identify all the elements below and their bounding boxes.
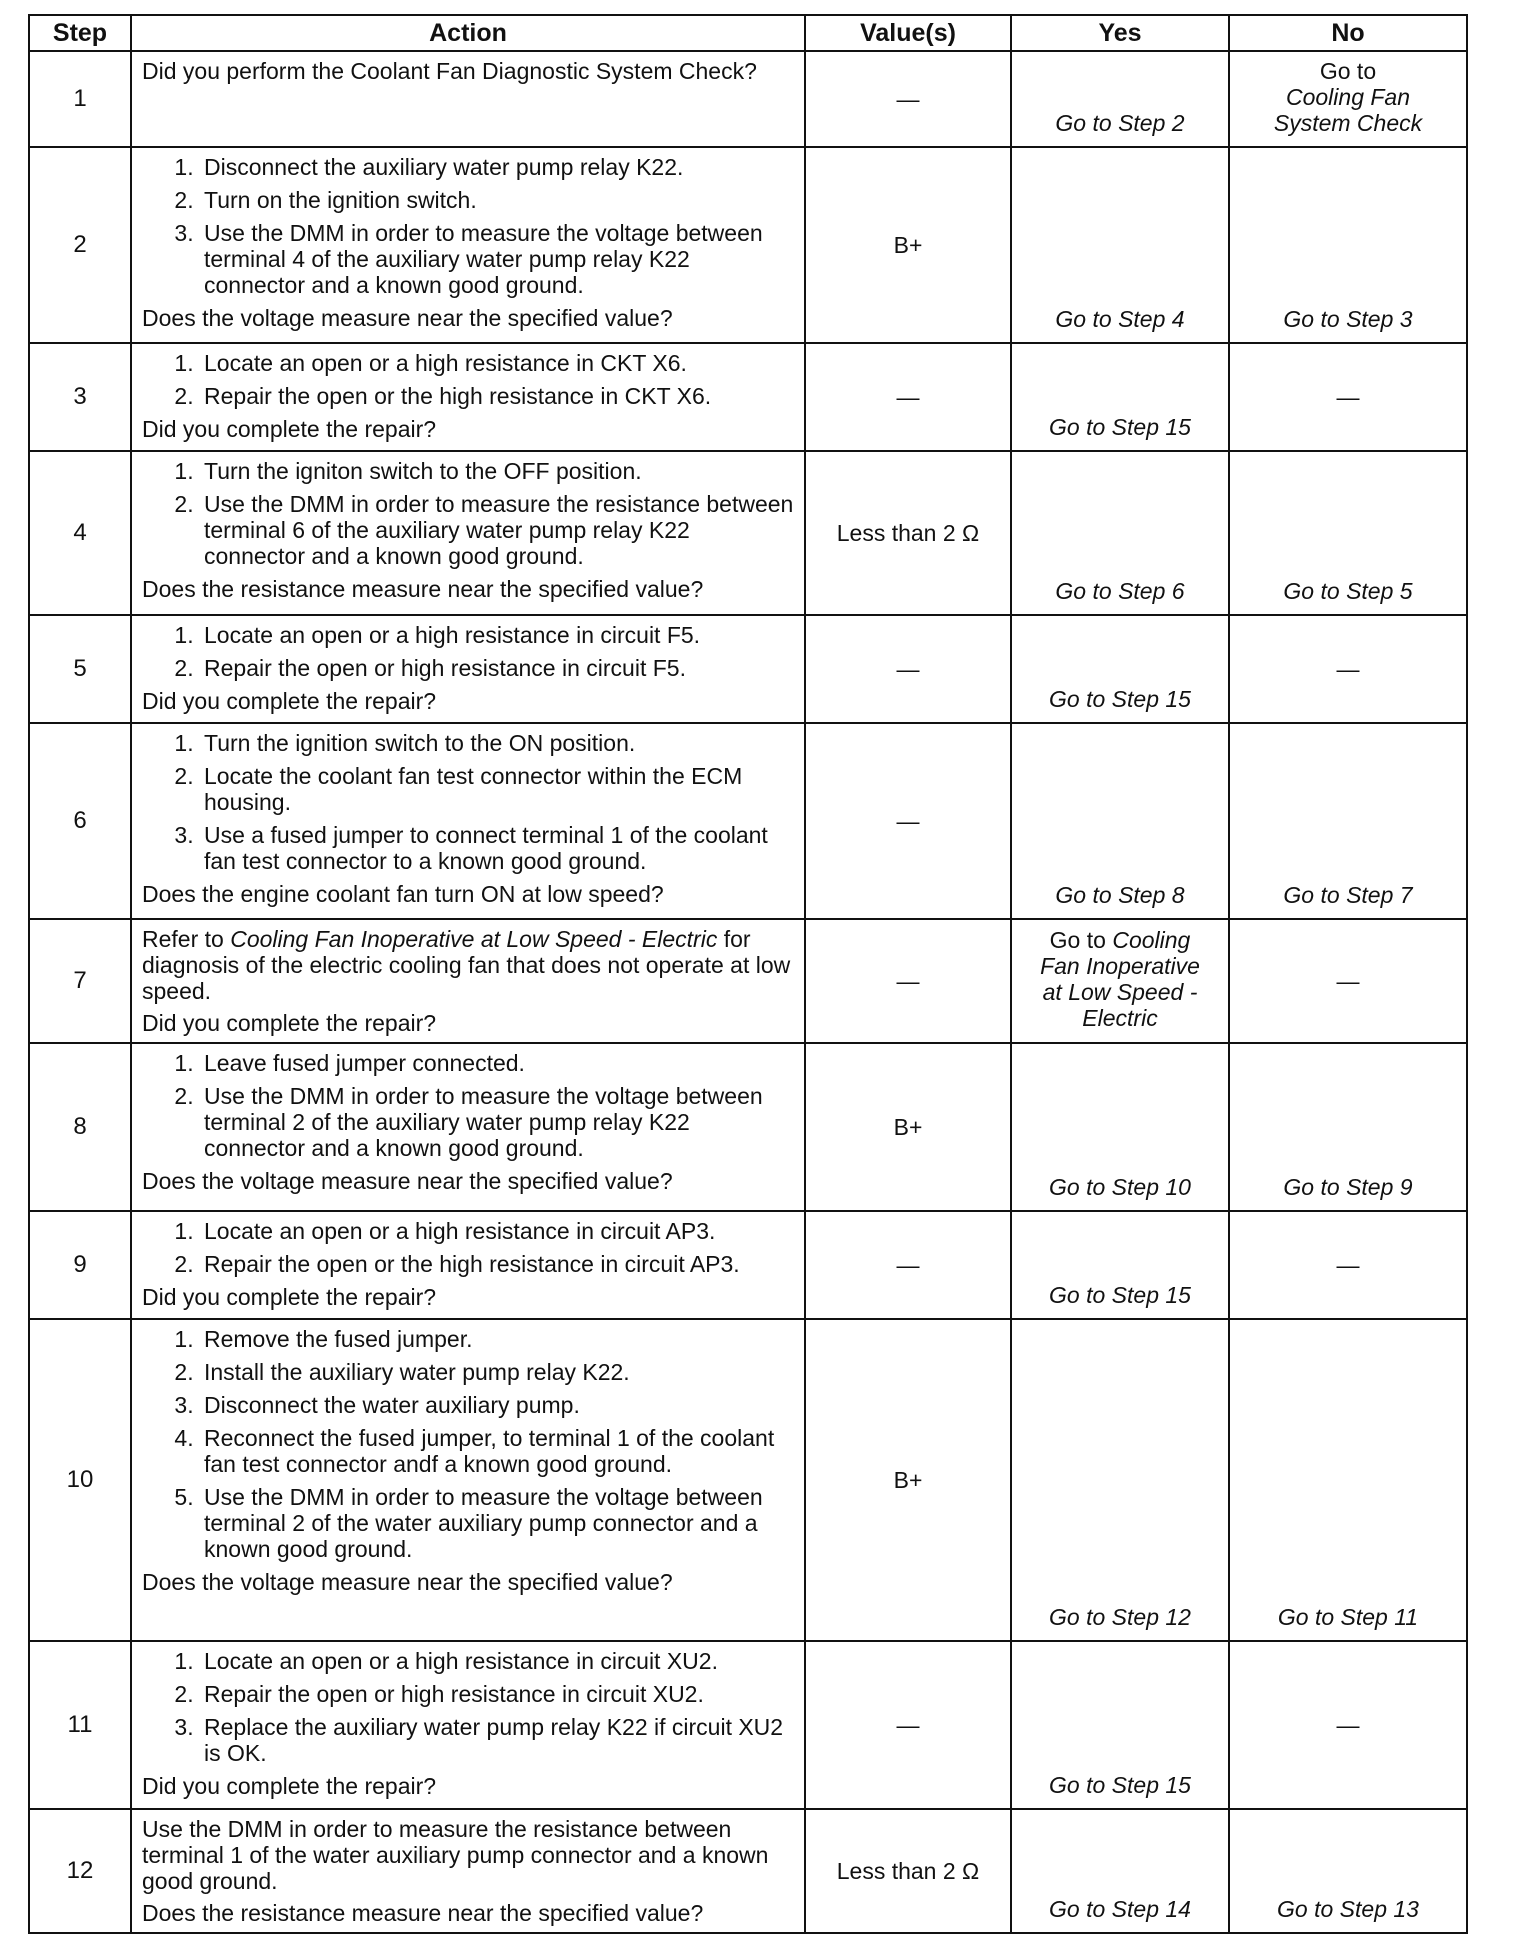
action-steps-list [142, 350, 794, 409]
table-row [29, 1043, 1467, 1211]
action-step-item: 4. Reconnect the fused jumper, to terminal 1 of the coolant fan test connector andf a known good ground. [200, 1425, 794, 1477]
table-row [29, 1319, 1467, 1641]
action-step-item: 2. Turn on the ignition switch. [200, 187, 794, 213]
no-cell: — [1229, 343, 1467, 451]
action-cell [131, 919, 805, 1043]
action-steps-list [142, 458, 794, 569]
table-row [29, 919, 1467, 1043]
yes-cell [1011, 919, 1229, 1043]
no-cell: — [1229, 1641, 1467, 1809]
outcome-line: Go to [1319, 58, 1377, 84]
diagnostic-table-document [28, 14, 1466, 1934]
action-question: Did you complete the repair? [142, 688, 437, 714]
action-step-item: 5. Use the DMM in order to measure the voltage between terminal 2 of the water auxiliary pump connector and a known good ground. [200, 1484, 794, 1562]
step-number: 5 [29, 615, 131, 723]
action-step-item: 1. Locate an open or a high resistance in circuit AP3. [200, 1218, 794, 1244]
diagnostic-table [28, 14, 1468, 1934]
action-cell [131, 451, 805, 615]
no-cell [1229, 51, 1467, 147]
action-cell [131, 1641, 805, 1809]
header-yes: Yes [1011, 15, 1229, 51]
header-step: Step [29, 15, 131, 51]
action-question: Did you complete the repair? [142, 1773, 437, 1799]
table-row [29, 615, 1467, 723]
table-row [29, 723, 1467, 919]
action-question: Does the resistance measure near the specified value? [142, 576, 704, 602]
no-cell: Go to Step 3 [1229, 147, 1467, 343]
step-number: 9 [29, 1211, 131, 1319]
action-cell [131, 1211, 805, 1319]
action-steps-list [142, 1648, 794, 1766]
outcome-line: Fan Inoperative [1040, 953, 1200, 979]
outcome-line: Electric [1082, 1005, 1158, 1031]
action-steps-list [142, 730, 794, 874]
table-row [29, 451, 1467, 615]
action-step-item: 1. Locate an open or a high resistance in circuit F5. [200, 622, 794, 648]
yes-cell: Go to Step 15 [1011, 1211, 1229, 1319]
no-cell: Go to Step 11 [1229, 1319, 1467, 1641]
action-cell [131, 1319, 805, 1641]
step-number: 12 [29, 1809, 131, 1933]
outcome-line: at Low Speed - [1042, 979, 1198, 1005]
no-cell: Go to Step 13 [1229, 1809, 1467, 1933]
action-steps-list [142, 1326, 794, 1562]
action-cell [131, 723, 805, 919]
header-values: Value(s) [805, 15, 1011, 51]
table-row [29, 1641, 1467, 1809]
yes-cell: Go to Step 15 [1011, 343, 1229, 451]
outcome-goto: Go to [1049, 927, 1113, 953]
table-header-row [29, 15, 1467, 51]
action-question: Does the engine coolant fan turn ON at low speed? [142, 881, 664, 907]
action-step-item: 2. Repair the open or high resistance in circuit XU2. [200, 1681, 794, 1707]
action-cell [131, 1809, 805, 1933]
intro-reference: Cooling Fan Inoperative at Low Speed - Electric [230, 926, 718, 952]
action-step-item: 1. Turn the ignition switch to the ON position. [200, 730, 794, 756]
table-body [29, 51, 1467, 1933]
action-steps-list [142, 622, 794, 681]
action-step-item: 1. Locate an open or a high resistance in CKT X6. [200, 350, 794, 376]
value-cell: B+ [805, 1043, 1011, 1211]
value-cell: — [805, 51, 1011, 147]
action-step-item: 1. Disconnect the auxiliary water pump relay K22. [200, 154, 794, 180]
step-number: 2 [29, 147, 131, 343]
action-question: Does the voltage measure near the specified value? [142, 1569, 673, 1595]
action-intro [142, 926, 794, 1004]
no-cell: Go to Step 5 [1229, 451, 1467, 615]
step-number: 8 [29, 1043, 131, 1211]
no-cell: — [1229, 1211, 1467, 1319]
step-number: 11 [29, 1641, 131, 1809]
value-cell: B+ [805, 1319, 1011, 1641]
step-number: 7 [29, 919, 131, 1043]
action-steps-list [142, 1218, 794, 1277]
value-cell: — [805, 615, 1011, 723]
action-step-item: 2. Install the auxiliary water pump relay K22. [200, 1359, 794, 1385]
value-cell: — [805, 723, 1011, 919]
step-number: 10 [29, 1319, 131, 1641]
step-number: 3 [29, 343, 131, 451]
value-cell: Less than 2 Ω [805, 1809, 1011, 1933]
action-cell [131, 1043, 805, 1211]
yes-cell: Go to Step 6 [1011, 451, 1229, 615]
action-step-item: 3. Disconnect the water auxiliary pump. [200, 1392, 794, 1418]
no-cell: Go to Step 7 [1229, 723, 1467, 919]
yes-cell: Go to Step 14 [1011, 1809, 1229, 1933]
step-number: 4 [29, 451, 131, 615]
action-step-item: 3. Use a fused jumper to connect terminal 1 of the coolant fan test connector to a known good ground. [200, 822, 794, 874]
action-question: Did you complete the repair? [142, 1010, 437, 1036]
value-cell: B+ [805, 147, 1011, 343]
action-step-item: 2. Repair the open or high resistance in circuit F5. [200, 655, 794, 681]
action-step-item: 2. Use the DMM in order to measure the voltage between terminal 2 of the auxiliary water pump relay K22 connector and a known good ground. [200, 1083, 794, 1161]
action-cell [131, 615, 805, 723]
action-step-item: 3. Use the DMM in order to measure the voltage between terminal 4 of the auxiliary water pump relay K22 connector and a known good ground. [200, 220, 794, 298]
step-number: 6 [29, 723, 131, 919]
action-question: Did you complete the repair? [142, 416, 437, 442]
yes-cell: Go to Step 4 [1011, 147, 1229, 343]
action-step-item: 1. Remove the fused jumper. [200, 1326, 794, 1352]
action-step-item: 2. Repair the open or the high resistance in CKT X6. [200, 383, 794, 409]
outcome-line: Cooling Fan [1285, 84, 1411, 110]
action-steps-list [142, 1050, 794, 1161]
no-cell: — [1229, 919, 1467, 1043]
action-cell [131, 51, 805, 147]
yes-cell: Go to Step 10 [1011, 1043, 1229, 1211]
table-row [29, 1809, 1467, 1933]
table-row [29, 51, 1467, 147]
action-step-item: 2. Repair the open or the high resistance in circuit AP3. [200, 1251, 794, 1277]
action-step-item: 1. Leave fused jumper connected. [200, 1050, 794, 1076]
no-cell: Go to Step 9 [1229, 1043, 1467, 1211]
value-cell: — [805, 919, 1011, 1043]
value-cell: — [805, 1641, 1011, 1809]
action-question: Does the resistance measure near the specified value? [142, 1900, 704, 1926]
action-intro: Use the DMM in order to measure the resistance between terminal 1 of the water auxiliary pump connector and a known good ground. [142, 1816, 769, 1894]
header-action: Action [131, 15, 805, 51]
yes-cell: Go to Step 15 [1011, 1641, 1229, 1809]
action-intro: Did you perform the Coolant Fan Diagnostic System Check? [142, 58, 757, 84]
value-cell: — [805, 343, 1011, 451]
header-no: No [1229, 15, 1467, 51]
action-steps-list [142, 154, 794, 298]
yes-cell: Go to Step 2 [1011, 51, 1229, 147]
value-cell: Less than 2 Ω [805, 451, 1011, 615]
outcome-line: System Check [1273, 110, 1423, 136]
no-cell: — [1229, 615, 1467, 723]
yes-cell: Go to Step 12 [1011, 1319, 1229, 1641]
action-step-item: 3. Replace the auxiliary water pump relay K22 if circuit XU2 is OK. [200, 1714, 794, 1766]
value-cell: — [805, 1211, 1011, 1319]
action-step-item: 2. Use the DMM in order to measure the resistance between terminal 6 of the auxiliary water pump relay K22 connector and a known good ground. [200, 491, 794, 569]
yes-cell: Go to Step 8 [1011, 723, 1229, 919]
table-row [29, 1211, 1467, 1319]
action-question: Did you complete the repair? [142, 1284, 437, 1310]
outcome-ref: Cooling [1112, 927, 1191, 953]
action-step-item: 2. Locate the coolant fan test connector within the ECM housing. [200, 763, 794, 815]
step-number: 1 [29, 51, 131, 147]
action-cell [131, 147, 805, 343]
yes-cell: Go to Step 15 [1011, 615, 1229, 723]
table-row [29, 343, 1467, 451]
intro-post: for diagnosis of the electric cooling fan that does not operate at low speed. [142, 926, 791, 1004]
action-question: Does the voltage measure near the specified value? [142, 305, 673, 331]
intro-pre: Refer to [142, 926, 231, 952]
action-step-item: 1. Turn the igniton switch to the OFF position. [200, 458, 794, 484]
action-question: Does the voltage measure near the specified value? [142, 1168, 673, 1194]
action-step-item: 1. Locate an open or a high resistance in circuit XU2. [200, 1648, 794, 1674]
table-row [29, 147, 1467, 343]
action-cell [131, 343, 805, 451]
outcome-line [1022, 927, 1218, 953]
